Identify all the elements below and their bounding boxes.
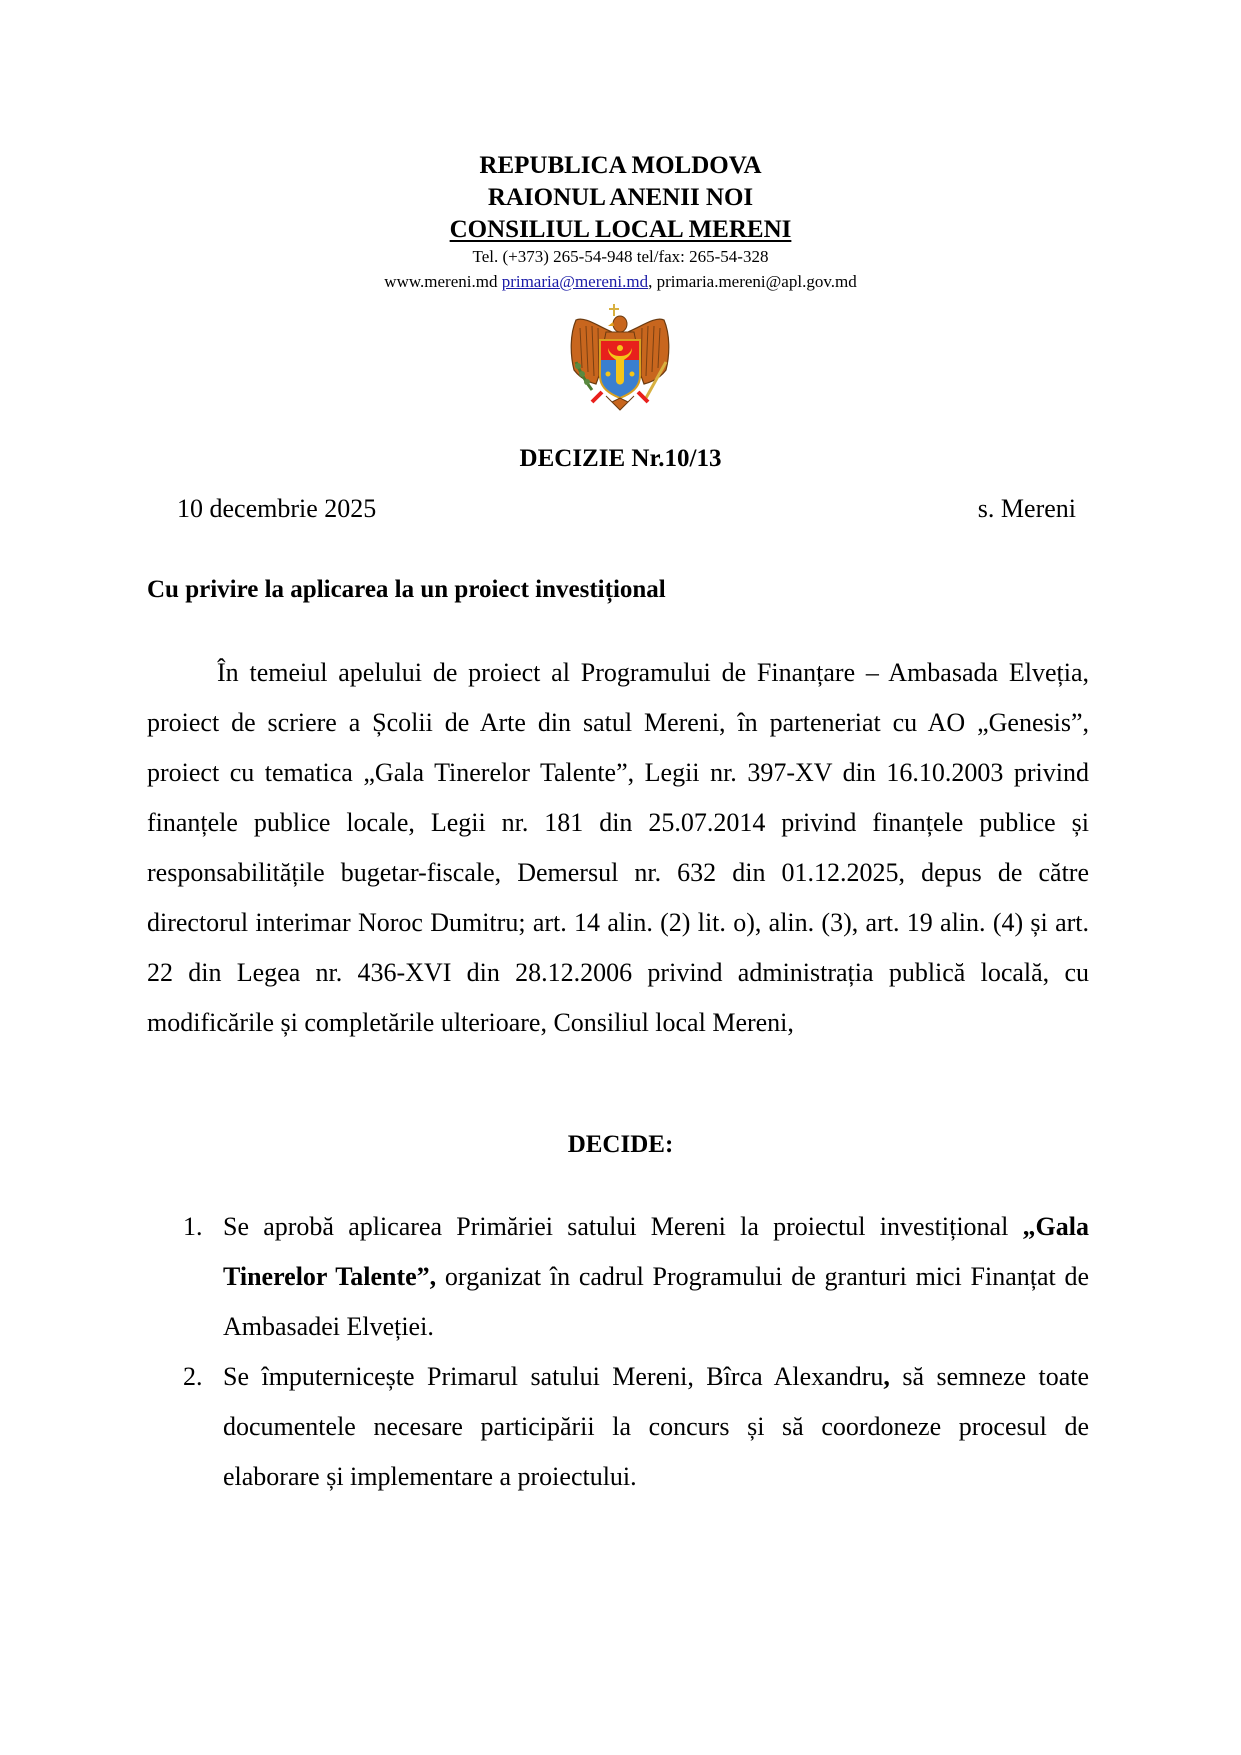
cross-shape bbox=[609, 304, 619, 316]
list-item bbox=[175, 1352, 1089, 1502]
list-item-number: 2. bbox=[183, 1362, 203, 1391]
email-link[interactable]: primaria@mereni.md bbox=[501, 272, 649, 291]
decision-items-list bbox=[175, 1202, 1089, 1502]
header-district: RAIONUL ANENII NOI bbox=[487, 184, 754, 211]
list-item-text-after: să semneze toate documentele necesare participării la concurs și să coordoneze procesul de elaborare și implementare a proiectului. bbox=[223, 1362, 1090, 1491]
list-item-number: 1. bbox=[183, 1212, 203, 1241]
decision-preamble: În temeiul apelului de proiect al Programului de Finanțare – Ambasada Elveția, proiect de scriere a Școlii de Arte din satul Mereni, în parteneriat cu AO „Genesis”, proiect cu tematica „Gala Tinerelor Talente”, Legii nr. 397-XV din 16.10.2003 privind finanțele publice locale, Legii nr. 181 din 25.07.2014 privind finanțele publice și responsabilitățile bugetar-fiscale, Demersul nr. 632 din 01.12.2025, depus de către directorul interimar Noroc Dumitru; art. 14 alin. (2) lit. o), alin. (3), art. 19 alin. (4) și art. 22 din Legea nr. 436-XVI din 28.12.2006 privind administrația publică locală, cu modificările și completările ulterioare, Consiliul local Mereni, bbox=[147, 658, 1089, 1037]
decision-subject: Cu privire la aplicarea la un proiect investițional bbox=[147, 576, 666, 603]
header-council: CONSILIUL LOCAL MERENI bbox=[449, 216, 792, 243]
contact-phone: Tel. (+373) 265-54-948 tel/fax: 265-54-328 bbox=[472, 247, 769, 266]
decide-heading: DECIDE: bbox=[567, 1131, 674, 1158]
list-item-text: Se împuternicește Primarul satului Mereni, Bîrca Alexandru bbox=[223, 1362, 884, 1391]
moldova-coat-of-arms-icon bbox=[562, 302, 678, 412]
decision-place: s. Mereni bbox=[977, 494, 1076, 523]
eagle-head bbox=[613, 316, 627, 332]
email-alt-text: primaria.mereni@apl.gov.md bbox=[656, 272, 857, 291]
decision-date: 10 decembrie 2025 bbox=[177, 494, 377, 523]
contact-separator: , bbox=[648, 272, 657, 291]
header-country: REPUBLICA MOLDOVA bbox=[479, 152, 762, 179]
eagle-tail bbox=[606, 396, 634, 410]
list-item-text: Se aprobă aplicarea Primăriei satului Mereni la proiectul investițional bbox=[223, 1212, 1023, 1241]
contact-web-email bbox=[0, 272, 1241, 292]
website-text: www.mereni.md bbox=[384, 272, 498, 291]
list-item bbox=[175, 1202, 1089, 1352]
decision-title: DECIZIE Nr.10/13 bbox=[519, 445, 722, 472]
star bbox=[617, 345, 623, 351]
list-item-text-after: organizat în cadrul Programului de granturi mici Finanțat de Ambasadei Elveției. bbox=[223, 1262, 1089, 1341]
eagle-beak bbox=[608, 322, 614, 326]
list-item-bold-text: , bbox=[883, 1362, 890, 1391]
list-item-bold-text: „Gala Tinerelor Talente”, bbox=[223, 1212, 1089, 1291]
